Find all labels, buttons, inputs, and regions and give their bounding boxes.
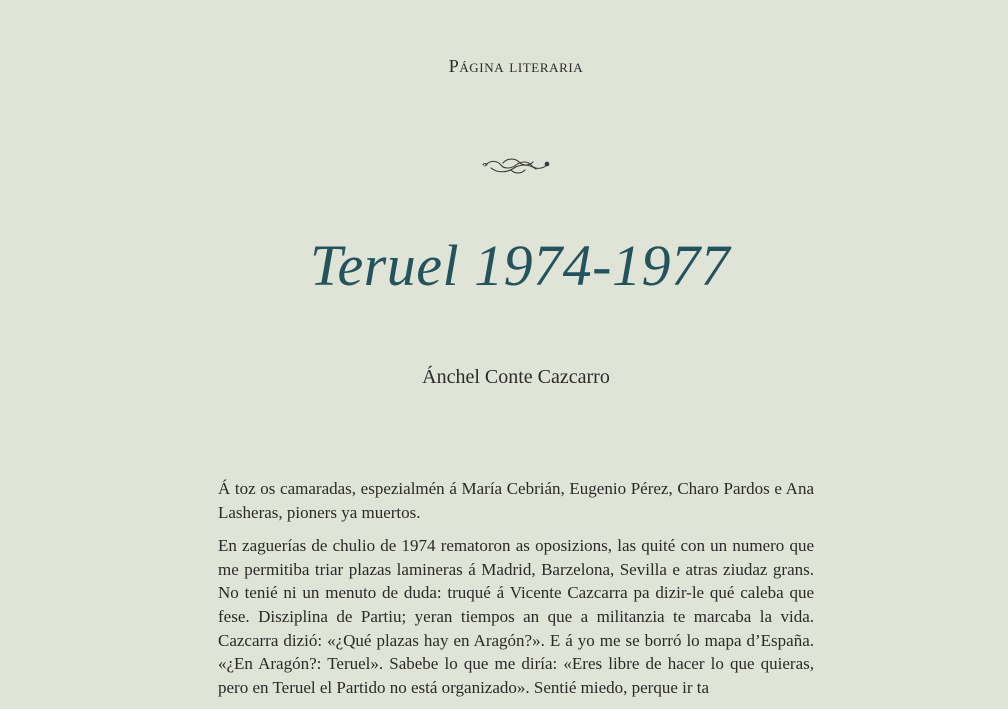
dedication-paragraph: Á toz os camaradas, espezialmén á María Cebrián, Eugenio Pérez, Charo Pardos e Ana Lasheras, pioners ya muertos. xyxy=(218,479,814,522)
article-title: Teruel 1974-1977 xyxy=(310,233,730,298)
section-header: Página literaria xyxy=(448,56,584,76)
body-paragraph: En zaguerías de chulio de 1974 rematoron as oposizions, las quité con un numero que me permitiba triar plazas lamineras á Madrid, Barzelona, Sevilla e atras ziudaz grans. No tenié ni un menuto de duda: truqué á Vicente Cazcarra pa dizir-le qué caleba que fese. Disziplina de Partiu; yeran tiempos an que a militanzia te marcaba la vida. Cazcarra dizió: «¿Qué plazas hay en Aragón?». E á yo me se borró lo mapa d’España. «¿En Aragón?: Teruel». Sabebe lo que me diría: «Eres libre de hacer lo que quieras, pero en Teruel el Partido no está organizado». Sentié miedo, perque ir ta xyxy=(218,536,814,697)
article-body xyxy=(218,477,814,709)
fleuron-ornament-icon xyxy=(481,152,551,180)
article-author: Ánchel Conte Cazcarro xyxy=(422,366,610,388)
